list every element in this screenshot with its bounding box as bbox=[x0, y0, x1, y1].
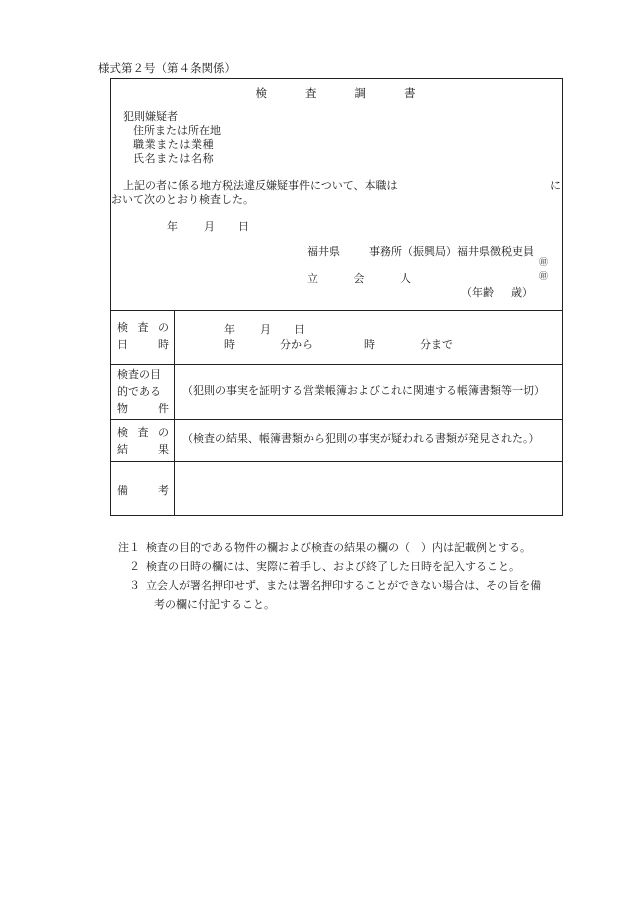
note-3: ３ 立会人が署名押印せず、または署名押印することができない場合は、その旨を備 bbox=[129, 579, 542, 592]
signature-office: 事務所（振興局）福井県徴税吏員 bbox=[369, 245, 534, 258]
witness-char-1: 立 bbox=[307, 272, 318, 285]
title-char-3: 調 bbox=[354, 86, 368, 100]
date-month: 月 bbox=[204, 220, 215, 233]
note-3-continued: 考の欄に付記すること。 bbox=[154, 598, 275, 611]
age-open: （年齢 bbox=[461, 286, 494, 299]
label-column-divider bbox=[174, 310, 175, 515]
signature-prefecture: 福井県 bbox=[307, 245, 340, 258]
date-day: 日 bbox=[238, 220, 249, 233]
title-char-2: 査 bbox=[305, 86, 319, 100]
datetime-end-minute: 分まで bbox=[420, 338, 453, 351]
purpose-example: （犯則の事実を証明する営業帳簿およびこれに関連する帳簿書類等一切） bbox=[182, 384, 545, 397]
result-label: 検 査 の 結 果 bbox=[117, 426, 169, 456]
purpose-label: 検査の目 的である 物 件 bbox=[117, 368, 169, 415]
witness-label bbox=[307, 272, 411, 285]
note-1: 注１ 検査の目的である物件の欄および検査の結果の欄の（ ）内は記載例とする。 bbox=[118, 541, 531, 554]
title-char-1: 検 bbox=[255, 86, 269, 100]
title-char-4: 書 bbox=[404, 86, 418, 100]
witness-char-2: 会 bbox=[353, 272, 365, 285]
statement-line-1: 上記の者に係る地方税法違反嫌疑事件について、本職は bbox=[123, 179, 398, 192]
datetime-month: 月 bbox=[260, 323, 271, 336]
datetime-year: 年 bbox=[224, 323, 235, 336]
occupation-label: 職業または業種 bbox=[133, 138, 215, 151]
divider-datetime bbox=[111, 310, 562, 311]
suspect-heading: 犯則嫌疑者 bbox=[123, 110, 178, 123]
datetime-start-minute: 分から bbox=[280, 338, 313, 351]
witness-char-3: 人 bbox=[400, 272, 411, 285]
seal-mark-1: ㊞ bbox=[539, 258, 549, 268]
seal-mark-2: ㊞ bbox=[539, 272, 549, 282]
address-label: 住所または所在地 bbox=[133, 124, 221, 137]
statement-line-1-end: に bbox=[550, 179, 561, 192]
remarks-label: 備 考 bbox=[117, 484, 169, 497]
inspection-form bbox=[110, 78, 563, 516]
form-label: 様式第２号（第４条関係） bbox=[98, 61, 236, 75]
result-example: （検査の結果、帳簿書類から犯則の事実が疑われる書類が発見された。） bbox=[182, 432, 540, 445]
date-year: 年 bbox=[167, 220, 178, 233]
age-close: 歳） bbox=[511, 286, 533, 299]
datetime-day: 日 bbox=[294, 323, 305, 336]
document-title bbox=[111, 87, 562, 101]
name-label: 氏名または名称 bbox=[133, 152, 215, 165]
divider-result bbox=[111, 419, 562, 420]
datetime-start-hour: 時 bbox=[224, 338, 235, 351]
datetime-label: 検 査 の 日 時 bbox=[117, 321, 169, 351]
statement-line-2: おいて次のとおり検査した。 bbox=[111, 193, 254, 206]
divider-purpose bbox=[111, 364, 562, 365]
divider-remarks bbox=[111, 461, 562, 462]
notes bbox=[108, 538, 541, 614]
note-2: ２ 検査の日時の欄には、実際に着手し、および終了した日時を記入すること。 bbox=[129, 560, 520, 573]
datetime-end-hour: 時 bbox=[364, 338, 375, 351]
